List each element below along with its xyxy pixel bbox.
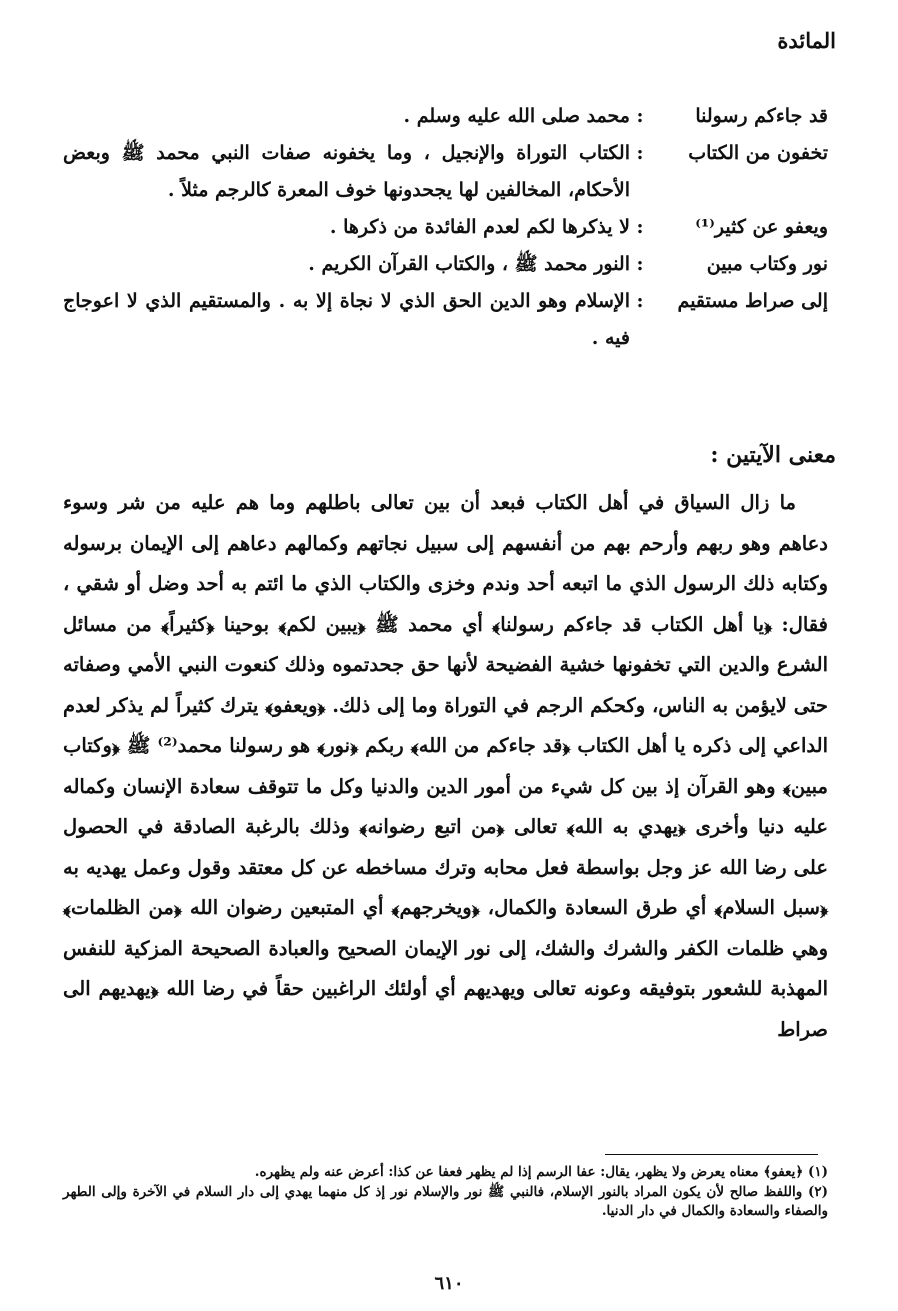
section-title: معنى الآيتين :	[710, 442, 836, 468]
glossary-definition: محمد صلى الله عليه وسلم .	[403, 105, 630, 127]
glossary-separator: :	[636, 253, 644, 275]
footnote-1: (١) ﴿يعفو﴾ معناه يعرض ولا يظهر، يقال: عفا الرسم إذا لم يظهر فعفا عن كذا: أعرض عنه ولم يظهره.	[254, 1164, 828, 1180]
glossary-definition: الإسلام وهو الدين الحق الذي لا نجاة إلا به . والمستقيم الذي لا اعوجاج فيه .	[63, 290, 630, 349]
glossary-row	[63, 98, 828, 135]
glossary-row	[63, 283, 828, 357]
glossary-separator: :	[636, 290, 644, 312]
running-header: المائدة	[777, 28, 836, 53]
glossary-row	[63, 135, 828, 209]
glossary-term: قد جاءكم رسولنا	[695, 105, 828, 127]
glossary-row	[63, 209, 828, 246]
glossary-separator: :	[636, 105, 644, 127]
glossary-term: تخفون من الكتاب	[688, 142, 828, 164]
footnote-2: (٢) واللفظ صالح لأن يكون المراد بالنور الإسلام، فالنبي ﷺ نور والإسلام نور إذ كل منهما يهدي إلى دار السلام في الآخرة وإلى الطهر والصفاء والسعادة والكمال في دار الدنيا.	[63, 1184, 828, 1219]
glossary	[63, 98, 828, 357]
body-paragraph: ما زال السياق في أهل الكتاب فبعد أن بين تعالى باطلهم وما هم عليه من شر وسوء دعاهم وهو ربهم وأرحم بهم من أنفسهم إلى سبيل نجاتهم وكمالهم دعاهم إلى الإيمان برسوله وكتابه ذلك الرسول الذي ما اتبعه أحد وندم وخزى والكتاب الذي ما ائتم به أحد وضل أو شقي ، فقال: ﴿يا أهل الكتاب قد جاءكم رسولنا﴾ أي محمد ﷺ ﴿يبين لكم﴾ بوحينا ﴿كثيراً﴾ من مسائل الشرع والدين التي تخفونها خشية الفضيحة لأنها حق جحدتموه وذلك كنعوت النبي الأمي وصفاته حتى لايؤمن به الناس، وكحكم الرجم في التوراة وما إلى ذلك. ﴿ويعفو﴾ يترك كثيراً لم يذكر لعدم الداعي إلى ذكره يا أهل الكتاب ﴿قد جاءكم من الله﴾ ربكم ﴿نور﴾ هو رسولنا محمد⁽²⁾ ﷺ ﴿وكتاب مبين﴾ وهو القرآن إذ بين كل شيء من أمور الدين والدنيا وكل ما تتوقف سعادة الإنسان وكماله عليه دنيا وأخرى ﴿يهدي به الله﴾ تعالى ﴿من اتبع رضوانه﴾ وذلك بالرغبة الصادقة في الحصول على رضا الله عز وجل بواسطة فعل محابه وترك مساخطه عن كل معتقد وقول وعمل يهديه به ﴿سبل السلام﴾ أي طرق السعادة والكمال، ﴿ويخرجهم﴾ أي المتبعين رضوان الله ﴿من الظلمات﴾ وهي ظلمات الكفر والشرك والشك، إلى نور الإيمان الصحيح والعبادة الصحيحة المزكية للنفس المهذبة للشعور بتوفيقه وعونه تعالى ويهديهم أي أولئك الراغبين حقاً في رضا الله ﴿يهديهم الى صراط	[63, 491, 829, 1041]
footnote-divider	[605, 1154, 818, 1155]
glossary-term: إلى صراط مستقيم	[677, 290, 828, 312]
glossary-definition: الكتاب التوراة والإنجيل ، وما يخفونه صفات النبي محمد ﷺ وبعض الأحكام، المخالفين لها يجحدونها خوف المعرة كالرجم مثلاً .	[63, 142, 630, 201]
glossary-row	[63, 246, 828, 283]
glossary-term: نور وكتاب مبين	[706, 253, 828, 275]
glossary-term: ويعفو عن كثير⁽¹⁾	[695, 216, 828, 238]
page-number: ٦١٠	[434, 1273, 464, 1294]
glossary-separator: :	[636, 142, 644, 164]
glossary-definition: لا يذكرها لكم لعدم الفائدة من ذكرها .	[329, 216, 630, 238]
glossary-definition: النور محمد ﷺ ، والكتاب القرآن الكريم .	[308, 253, 630, 275]
glossary-separator: :	[636, 216, 644, 238]
footnotes	[63, 1163, 828, 1222]
